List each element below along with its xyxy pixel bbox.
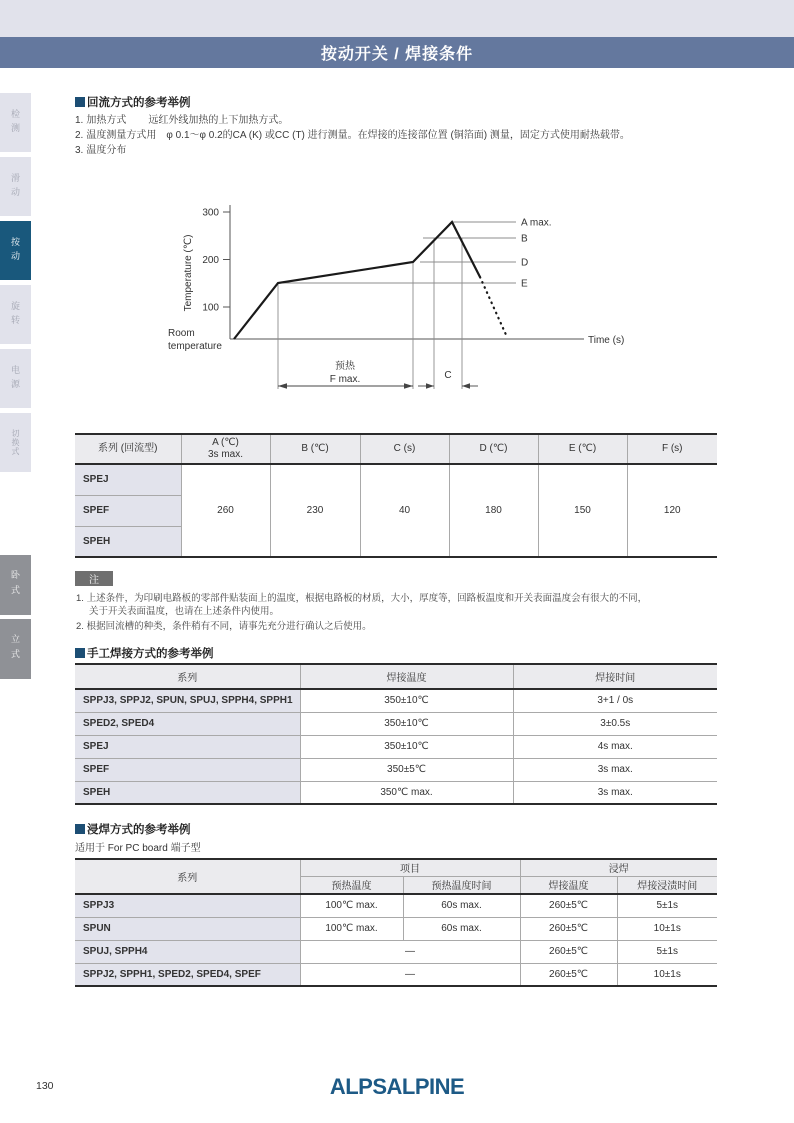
group-header-dip: 浸焊	[520, 859, 717, 876]
note-number: 2.	[76, 621, 84, 632]
value-cell: 350±10℃	[300, 689, 513, 712]
value-cell: 260±5℃	[520, 894, 617, 917]
ytick-100: 100	[202, 302, 219, 314]
col-header-a-line1: A (℃)	[212, 436, 239, 448]
col-header-b: B (℃)	[270, 434, 360, 464]
series-cell: SPED2, SPED4	[75, 712, 300, 735]
value-cell: 350±10℃	[300, 735, 513, 758]
preheat-label: 预热	[335, 361, 355, 372]
sidebar-tab-push-active[interactable]: 按动	[0, 221, 31, 280]
col-header-solder-time: 焊接时间	[513, 664, 717, 689]
series-cell: SPEF	[75, 758, 300, 781]
step-number: 1.	[75, 115, 84, 126]
value-cell: 4s max.	[513, 735, 717, 758]
reflow-step-1	[75, 111, 288, 126]
value-cell: 3+1 / 0s	[513, 689, 717, 712]
series-cell: SPEH	[75, 781, 300, 804]
value-cell-e: 150	[538, 464, 627, 557]
table-row	[75, 781, 717, 804]
step-desc: 远红外线加热的上下加热方式。	[148, 115, 289, 126]
series-cell: SPUN	[75, 917, 300, 940]
value-cell: 350±5℃	[300, 758, 513, 781]
ytick-300: 300	[202, 207, 219, 219]
sidebar-tab-power[interactable]: 电源	[0, 349, 31, 408]
step-label: 加热方式	[86, 115, 127, 126]
col-header-c: C (s)	[360, 434, 449, 464]
series-cell: SPPJ3	[75, 894, 300, 917]
value-cell-merged: —	[300, 940, 520, 963]
reflow-step-3	[75, 141, 126, 156]
section-title-dip-soldering	[75, 821, 191, 837]
table-header-row	[75, 664, 717, 689]
col-header-f: F (s)	[627, 434, 717, 464]
col-header-d: D (℃)	[449, 434, 538, 464]
value-cell-a: 260	[181, 464, 270, 557]
value-cell: 10±1s	[617, 917, 717, 940]
col-header-preheat-temp: 预热温度	[300, 876, 403, 894]
table-row	[75, 689, 717, 712]
section-bullet-icon	[75, 648, 85, 658]
dimension-arrows	[278, 383, 478, 389]
f-max-label: F max.	[329, 374, 361, 385]
value-cell-b: 230	[270, 464, 360, 557]
note-item-1-line-1	[76, 590, 647, 604]
table-row	[75, 758, 717, 781]
sidebar-tab-vertical[interactable]: 立式	[0, 619, 31, 679]
sidebar-tab-toggle[interactable]: 切换式	[0, 413, 31, 472]
hand-soldering-table	[75, 663, 717, 805]
dip-soldering-subtitle: 适用于 For PC board 端子型	[75, 843, 201, 854]
value-cell: 350℃ max.	[300, 781, 513, 804]
section-title-text: 回流方式的参考举例	[87, 97, 191, 109]
col-header-a-line2: 3s max.	[207, 449, 243, 460]
value-cell: 260±5℃	[520, 917, 617, 940]
note-text: 根据回流槽的种类，条件稍有不同，请事先充分进行确认之后使用。	[86, 621, 372, 632]
ytick-200: 200	[202, 255, 219, 266]
value-cell-d: 180	[449, 464, 538, 557]
sidebar-tab-slide[interactable]: 滑动	[0, 157, 31, 216]
group-header-item: 项目	[300, 859, 520, 876]
sidebar-tab-detection[interactable]: 检测	[0, 93, 31, 152]
table-group-header-row	[75, 859, 717, 876]
top-strip	[0, 0, 794, 37]
value-cell: 5±1s	[617, 940, 717, 963]
note-badge: 注	[75, 571, 113, 586]
sidebar-tab-horizontal[interactable]: 卧式	[0, 555, 31, 615]
value-cell: 5±1s	[617, 894, 717, 917]
room-temp-label-1: Room	[168, 328, 195, 339]
table-row	[75, 464, 717, 495]
col-header-solder-temp: 焊接温度	[520, 876, 617, 894]
value-cell: 100℃ max.	[300, 894, 403, 917]
value-cell: 10±1s	[617, 963, 717, 986]
col-header-series: 系列	[75, 859, 300, 894]
value-cell-f: 120	[627, 464, 717, 557]
value-cell: 3s max.	[513, 758, 717, 781]
reference-lines	[278, 222, 516, 389]
page-header-bar	[0, 37, 794, 68]
page-title: 按动开关 / 焊接条件	[320, 46, 474, 63]
table-row	[75, 735, 717, 758]
table-row	[75, 712, 717, 735]
section-title-text: 手工焊接方式的参考举例	[87, 648, 214, 660]
temperature-profile-dotted	[480, 277, 507, 337]
step-desc: 温度测量方式用 φ 0.1～φ 0.2的CA (K) 或CC (T) 进行测量。在焊接的连接部位置 (铜箔面) 测量，固定方式使用耐热载带。	[86, 130, 630, 141]
value-cell: 3±0.5s	[513, 712, 717, 735]
series-cell: SPEJ	[75, 464, 181, 495]
ref-label-d: D	[521, 257, 529, 269]
reflow-conditions-table	[75, 433, 717, 558]
col-header-e: E (℃)	[538, 434, 627, 464]
table-row	[75, 963, 717, 986]
table-row	[75, 917, 717, 940]
sidebar-tab-rotary[interactable]: 旋转	[0, 285, 31, 344]
value-cell: 350±10℃	[300, 712, 513, 735]
y-axis-label: Temperature (℃)	[183, 234, 194, 312]
series-cell: SPEJ	[75, 735, 300, 758]
value-cell: 60s max.	[403, 917, 520, 940]
series-cell: SPPJ2, SPPH1, SPED2, SPED4, SPEF	[75, 963, 300, 986]
col-header-a	[181, 434, 270, 464]
note-item-2	[76, 618, 372, 632]
table-row	[75, 940, 717, 963]
value-cell: 3s max.	[513, 781, 717, 804]
c-label: C	[444, 370, 452, 381]
col-header-series: 系列	[75, 664, 300, 689]
section-title-reflow	[75, 94, 191, 110]
section-title-text: 浸焊方式的参考举例	[87, 824, 191, 836]
page-number: 130	[36, 1080, 54, 1092]
temperature-profile-solid	[234, 222, 480, 339]
value-cell: 260±5℃	[520, 963, 617, 986]
step-number: 2.	[75, 130, 84, 141]
table-row	[75, 894, 717, 917]
series-cell: SPUJ, SPPH4	[75, 940, 300, 963]
section-bullet-icon	[75, 97, 85, 107]
section-title-hand-soldering	[75, 645, 214, 661]
note-number: 1.	[76, 593, 84, 604]
dip-soldering-table	[75, 858, 717, 987]
ref-label-b: B	[521, 233, 528, 245]
value-cell: 260±5℃	[520, 940, 617, 963]
value-cell-c: 40	[360, 464, 449, 557]
col-header-dip-time: 焊接浸渍时间	[617, 876, 717, 894]
note-text: 关于开关表面温度，也请在上述条件内使用。	[89, 606, 280, 617]
series-cell: SPEH	[75, 526, 181, 557]
table-header-row	[75, 434, 717, 464]
x-axis-label: Time (s)	[588, 335, 625, 346]
note-item-1-line-2	[89, 603, 279, 617]
reflow-temperature-chart	[160, 185, 640, 400]
alpsalpine-logo: ALPSALPINE	[329, 1074, 465, 1099]
ref-label-e: E	[521, 278, 528, 290]
step-desc: 温度分布	[86, 145, 127, 156]
reflow-step-2	[75, 126, 630, 141]
series-cell: SPEF	[75, 495, 181, 526]
col-header-solder-temp: 焊接温度	[300, 664, 513, 689]
section-bullet-icon	[75, 824, 85, 834]
value-cell: 100℃ max.	[300, 917, 403, 940]
value-cell: 60s max.	[403, 894, 520, 917]
value-cell-merged: —	[300, 963, 520, 986]
room-temp-label-2: temperature	[168, 341, 222, 352]
series-cell: SPPJ3, SPPJ2, SPUN, SPUJ, SPPH4, SPPH1	[75, 689, 300, 712]
note-text: 上述条件，为印刷电路板的零部件贴装面上的温度，根据电路板的材质，大小，厚度等，回路板温度和开关表面温度会有很大的不同，	[86, 593, 648, 604]
ref-label-a-max: A max.	[521, 217, 552, 229]
col-header-series: 系列 (回流型)	[75, 434, 181, 464]
step-number: 3.	[75, 145, 84, 156]
col-header-preheat-time: 预热温度时间	[403, 876, 520, 894]
